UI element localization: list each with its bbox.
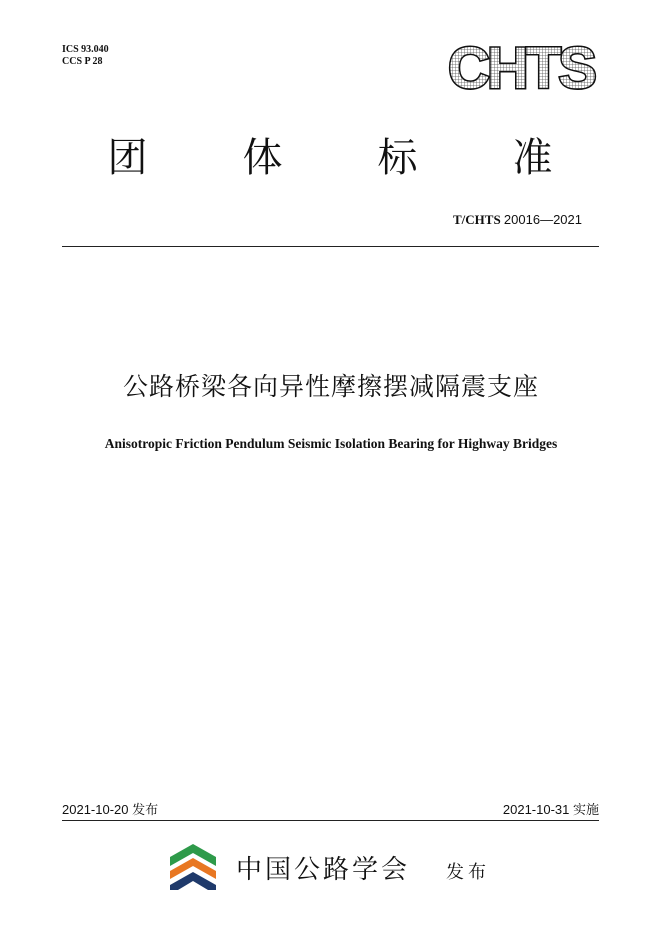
doc-type-char: 团: [107, 135, 148, 181]
title-english: Anisotropic Friction Pendulum Seismic Isolation Bearing for Highway Bridges: [104, 436, 558, 451]
ics-code: ICS 93.040: [62, 44, 109, 55]
title-chinese: 公路桥梁各向异性摩擦摆减隔震支座: [122, 372, 539, 401]
effective-date: 2021-10-31 实施: [502, 802, 599, 817]
top-divider: [62, 246, 599, 247]
doc-type-char: 体: [242, 135, 283, 181]
classification-codes: [62, 44, 109, 68]
publisher-name: 中国公路学会: [236, 855, 411, 885]
svg-text:CHTS: CHTS: [448, 36, 594, 96]
standard-code: 20016—2021: [503, 212, 582, 227]
ccs-code: CCS P 28: [62, 56, 103, 67]
document-type-heading: [60, 128, 600, 188]
bottom-divider: [62, 820, 599, 821]
publisher-verb: 发布: [446, 862, 490, 883]
doc-type-char: 准: [512, 135, 553, 181]
chts-logo: [440, 34, 602, 96]
standard-number: [453, 212, 582, 228]
doc-type-char: 标: [377, 135, 418, 181]
standard-prefix: T/CHTS: [452, 212, 501, 227]
publisher-logo-icon: [168, 842, 218, 892]
issue-date: 2021-10-20 发布: [62, 802, 159, 817]
